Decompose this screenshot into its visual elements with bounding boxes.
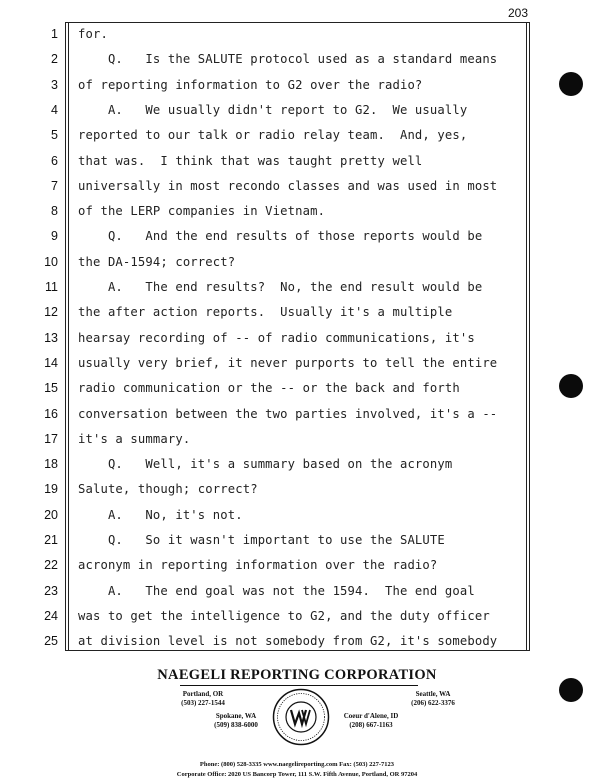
line-number: 16: [44, 406, 58, 421]
office-spokane-city: Spokane, WA: [215, 712, 257, 720]
line-text: that was. I think that was taught pretty well: [78, 153, 423, 168]
transcript-line: [0, 123, 594, 148]
line-number: 13: [44, 330, 58, 345]
transcript-line: [0, 351, 594, 376]
line-text: Q. Well, it's a summary based on the acronym: [78, 457, 453, 472]
line-number: 12: [44, 305, 58, 320]
transcript-line: [0, 553, 594, 578]
office-spokane-phone: (509) 838-6000: [214, 720, 258, 729]
line-text: acronym in reporting information over the radio?: [78, 558, 438, 573]
line-text: was to get the intelligence to G2, and the duty officer: [78, 608, 490, 623]
office-spokane: [196, 712, 276, 729]
transcript-line: [0, 300, 594, 325]
line-number: 2: [51, 52, 58, 67]
line-number: 6: [51, 153, 58, 168]
line-number: 25: [44, 634, 58, 649]
transcript-line: [0, 503, 594, 528]
transcript-line: [0, 174, 594, 199]
line-number: 24: [44, 608, 58, 623]
line-text: A. The end results? No, the end result would be: [78, 280, 483, 294]
line-number: 14: [44, 355, 58, 370]
line-number: 20: [44, 507, 58, 522]
company-name: NAEGELI REPORTING CORPORATION: [157, 667, 437, 683]
line-text: at division level is not somebody from G2, it's somebody: [78, 634, 498, 649]
transcript-line: [0, 579, 594, 604]
line-number: 23: [44, 583, 58, 598]
line-text: universally in most recondo classes and was used in most: [78, 178, 498, 193]
line-number: 10: [44, 254, 58, 269]
transcript-line: [0, 452, 594, 477]
transcript-line: [0, 402, 594, 427]
line-text: Q. So it wasn't important to use the SALUTE: [78, 533, 445, 547]
line-number: 15: [44, 381, 58, 396]
line-text: conversation between the two parties involved, it's a --: [78, 406, 498, 421]
office-portland-city: Portland, OR: [182, 690, 224, 698]
line-number: 9: [51, 229, 58, 244]
line-text: for.: [78, 27, 108, 41]
transcript-line: [0, 224, 594, 249]
line-number: 17: [44, 431, 58, 446]
transcript-line: [0, 528, 594, 553]
line-text: hearsay recording of -- of radio communications, it's: [78, 330, 475, 345]
page-number: 203: [507, 6, 528, 20]
line-number: 22: [44, 558, 58, 573]
transcript-line: [0, 250, 594, 275]
line-number: 5: [51, 128, 58, 143]
line-number: 11: [45, 280, 58, 294]
transcript-line: [0, 73, 594, 98]
binder-hole-middle: [559, 374, 583, 398]
office-seattle-city: Seattle, WA: [415, 690, 451, 698]
office-coeur-dalene: [326, 712, 416, 729]
line-text: A. We usually didn't report to G2. We usually: [78, 102, 468, 117]
company-underline: [180, 685, 418, 686]
transcript-line: [0, 477, 594, 502]
line-text: A. The end goal was not the 1594. The end goal: [78, 583, 475, 598]
company-seal-logo: [272, 688, 330, 746]
transcript-line: [0, 275, 594, 300]
line-number: 8: [51, 204, 58, 219]
line-text: it's a summary.: [78, 431, 191, 446]
office-seattle-phone: (206) 622-3376: [411, 698, 455, 707]
line-number: 19: [44, 482, 58, 497]
transcript-line: [0, 326, 594, 351]
transcript-line: [0, 22, 594, 47]
line-text: the after action reports. Usually it's a multiple: [78, 305, 453, 320]
transcript-line: [0, 149, 594, 174]
line-number: 7: [51, 178, 58, 193]
line-text: usually very brief, it never purports to tell the entire: [78, 355, 498, 370]
line-text: radio communication or the -- or the back and forth: [78, 381, 460, 396]
line-text: reported to our talk or radio relay team. And, yes,: [78, 128, 468, 143]
reporter-footer: [0, 664, 594, 784]
line-number: 21: [44, 533, 58, 547]
line-text: Q. And the end results of those reports would be: [78, 229, 483, 244]
line-number: 4: [51, 102, 58, 117]
line-number: 3: [51, 77, 58, 92]
line-text: Q. Is the SALUTE protocol used as a standard means: [78, 52, 498, 67]
line-number: 1: [51, 27, 58, 41]
transcript-line: [0, 604, 594, 629]
transcript-line: [0, 47, 594, 72]
corporate-address: Corporate Office: 2020 US Bancorp Tower, 111 S.W. Fifth Avenue, Portland, OR 97204: [176, 771, 418, 778]
office-portland: [168, 690, 238, 707]
transcript-line: [0, 98, 594, 123]
office-seattle: [398, 690, 468, 707]
binder-hole-top: [559, 72, 583, 96]
office-portland-phone: (503) 227-1544: [181, 698, 225, 707]
office-coeur-city: Coeur d'Alene, ID: [343, 712, 399, 720]
line-text: the DA-1594; correct?: [78, 254, 236, 269]
transcript-line: [0, 427, 594, 452]
office-coeur-phone: (208) 667-1163: [349, 720, 393, 729]
line-text: of the LERP companies in Vietnam.: [78, 204, 326, 219]
transcript-line: [0, 199, 594, 224]
line-text: A. No, it's not.: [78, 507, 243, 522]
transcript-line: [0, 629, 594, 654]
line-number: 18: [44, 457, 58, 472]
transcript-line: [0, 376, 594, 401]
line-text: of reporting information to G2 over the radio?: [78, 77, 423, 92]
line-text: Salute, though; correct?: [78, 482, 258, 497]
contact-line: Phone: (800) 528-3335 www.naegelireporting.com Fax: (503) 227-7123: [199, 761, 395, 768]
